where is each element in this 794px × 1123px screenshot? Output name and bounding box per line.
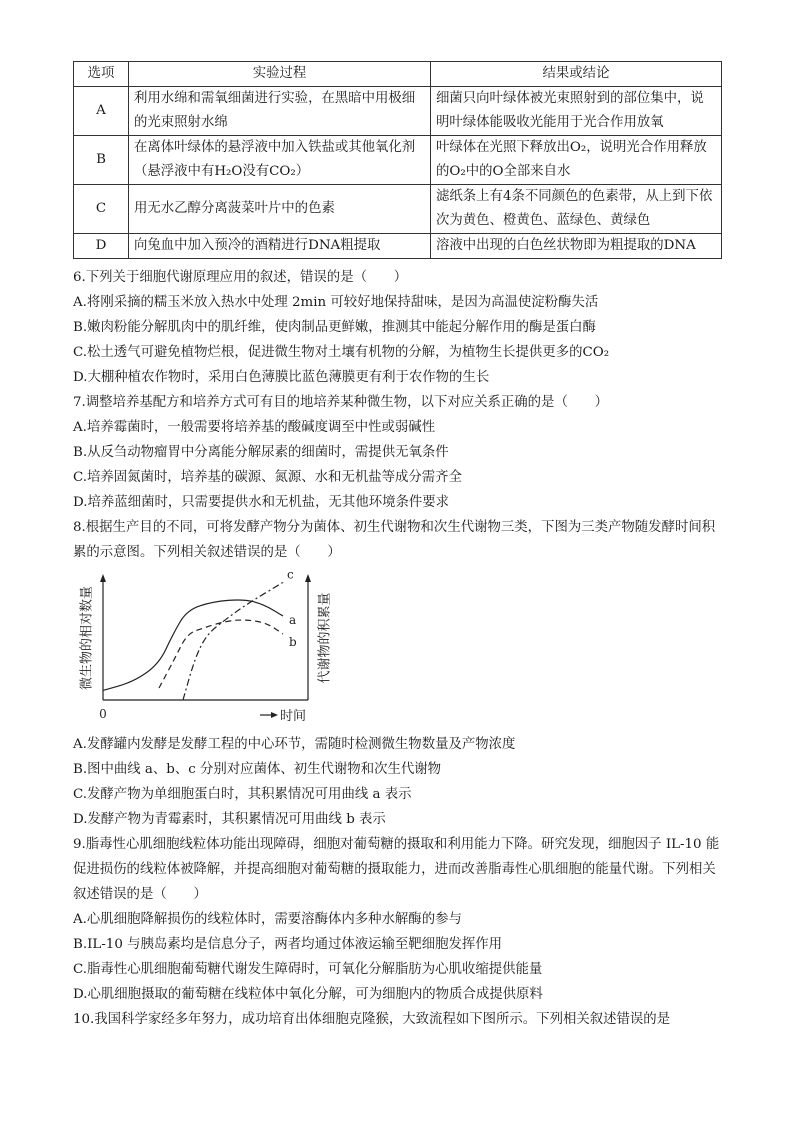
series-line-b xyxy=(159,620,283,688)
table-cell-result: 溶液中出现的白色丝状物即为粗提取的DNA xyxy=(431,234,722,259)
series-line-a xyxy=(103,600,283,690)
table-cell-process: 在离体叶绿体的悬浮液中加入铁盐或其他氧化剂（悬浮液中有H₂O没有CO₂） xyxy=(129,136,431,185)
x-axis-label: 时间 xyxy=(280,709,307,724)
table-cell-process: 利用水绵和需氧细菌进行实验，在黑暗中用极细的光束照射水绵 xyxy=(129,87,431,136)
q6-option-a: A.将刚采摘的糯玉米放入热水中处理 2min 可较好地保持甜味，是因为高温使淀粉酶失活 xyxy=(73,295,599,310)
series-label-c: c xyxy=(287,572,294,582)
table-row xyxy=(74,136,722,185)
table-cell-option: D xyxy=(74,234,129,259)
q7-stem: 7.调整培养基配方和培养方式可有目的地培养某种微生物，以下对应关系正确的是（ ） xyxy=(73,395,609,410)
q8-option-b: B.图中曲线 a、b、c 分别对应菌体、初生代谢物和次生代谢物 xyxy=(73,762,442,777)
experiment-table xyxy=(73,61,722,259)
q10-stem: 10.我国科学家经多年努力，成功培育出体细胞克隆猴，大致流程如下图所示。下列相关叙述错误的是 xyxy=(73,1012,671,1027)
table-header: 实验过程 xyxy=(129,62,431,87)
fermentation-chart xyxy=(73,572,343,730)
q6-option-b: B.嫩肉粉能分解肌肉中的肌纤维，使肉制品更鲜嫩，推测其中能起分解作用的酶是蛋白酶 xyxy=(73,320,596,335)
q6-stem: 6.下列关于细胞代谢原理应用的叙述，错误的是（ ） xyxy=(73,270,408,285)
q8-option-d: D.发酵产物为青霉素时，其积累情况可用曲线 b 表示 xyxy=(73,812,386,827)
q9-stem: 9.脂毒性心肌细胞线粒体功能出现障碍，细胞对葡萄糖的摄取和利用能力下降。研究发现，细胞因子 IL-10 能促进损伤的线粒体被降解，并提高细胞对葡萄糖的摄取能力，进而改善脂毒性心肌细胞的能量代谢。下列相关叙述错误的是（ ） xyxy=(73,837,720,902)
y-axis-left-label: 微生物的相对数量 xyxy=(79,585,95,691)
q8-option-a: A.发酵罐内发酵是发酵工程的中心环节，需随时检测微生物数量及产物浓度 xyxy=(73,737,516,752)
time-arrow-head xyxy=(271,712,278,718)
table-row xyxy=(74,87,722,136)
table-cell-option: A xyxy=(74,87,129,136)
q7-option-a: A.培养霉菌时，一般需要将培养基的酸碱度调至中性或弱碱性 xyxy=(73,420,436,435)
y-axis-right-label: 代谢物的积累量 xyxy=(317,592,333,684)
q7-option-c: C.培养固氮菌时，培养基的碳源、氮源、水和无机盐等成分需齐全 xyxy=(73,470,462,485)
q8-option-c: C.发酵产物为单细胞蛋白时，其积累情况可用曲线 a 表示 xyxy=(73,787,412,802)
table-cell-result: 叶绿体在光照下释放出O₂，说明光合作用释放的O₂中的O全部来自水 xyxy=(431,136,722,185)
table-row xyxy=(74,234,722,259)
q7-option-d: D.培养蓝细菌时，只需要提供水和无机盐，无其他环境条件要求 xyxy=(73,495,450,510)
q9-option-b: B.IL-10 与胰岛素均是信息分子，两者均通过体液运输至靶细胞发挥作用 xyxy=(73,937,503,952)
table-cell-option: B xyxy=(74,136,129,185)
q9-option-a: A.心肌细胞降解损伤的线粒体时，需要溶酶体内多种水解酶的参与 xyxy=(73,912,462,927)
origin-label: 0 xyxy=(99,707,107,721)
q8-stem: 8.根据生产目的不同，可将发酵产物分为菌体、初生代谢物和次生代谢物三类，下图为三类产物随发酵时间积累的示意图。下列相关叙述错误的是（ ） xyxy=(73,520,716,560)
table-cell-process: 向兔血中加入预冷的酒精进行DNA粗提取 xyxy=(129,234,431,259)
q7-option-b: B.从反刍动物瘤胃中分离能分解尿素的细菌时，需提供无氧条件 xyxy=(73,445,449,460)
table-header: 结果或结论 xyxy=(431,62,722,87)
y-axis-right-arrow xyxy=(305,574,311,582)
table-cell-result: 细菌只向叶绿体被光束照射到的部位集中，说明叶绿体能吸收光能用于光合作用放氧 xyxy=(431,87,722,136)
q6-option-d: D.大棚种植农作物时，采用白色薄膜比蓝色薄膜更有利于农作物的生长 xyxy=(73,370,490,385)
table-cell-process: 用无水乙醇分离菠菜叶片中的色素 xyxy=(129,185,431,234)
q6-option-c: C.松土透气可避免植物烂根，促进微生物对土壤有机物的分解，为植物生长提供更多的CO₂ xyxy=(73,345,610,360)
q9-option-c: C.脂毒性心肌细胞葡萄糖代谢发生障碍时，可氧化分解脂肪为心肌收缩提供能量 xyxy=(73,962,543,977)
y-axis-left-arrow xyxy=(100,574,106,582)
table-header: 选项 xyxy=(74,62,129,87)
series-label-b: b xyxy=(289,635,297,649)
table-row xyxy=(74,185,722,234)
table-cell-option: C xyxy=(74,185,129,234)
table-cell-result: 滤纸条上有4条不同颜色的色素带，从上到下依次为黄色、橙黄色、蓝绿色、黄绿色 xyxy=(431,185,722,234)
table-header-row xyxy=(74,62,722,87)
series-label-a: a xyxy=(289,613,297,627)
q9-option-d: D.心肌细胞摄取的葡萄糖在线粒体中氧化分解，可为细胞内的物质合成提供原料 xyxy=(73,987,543,1002)
